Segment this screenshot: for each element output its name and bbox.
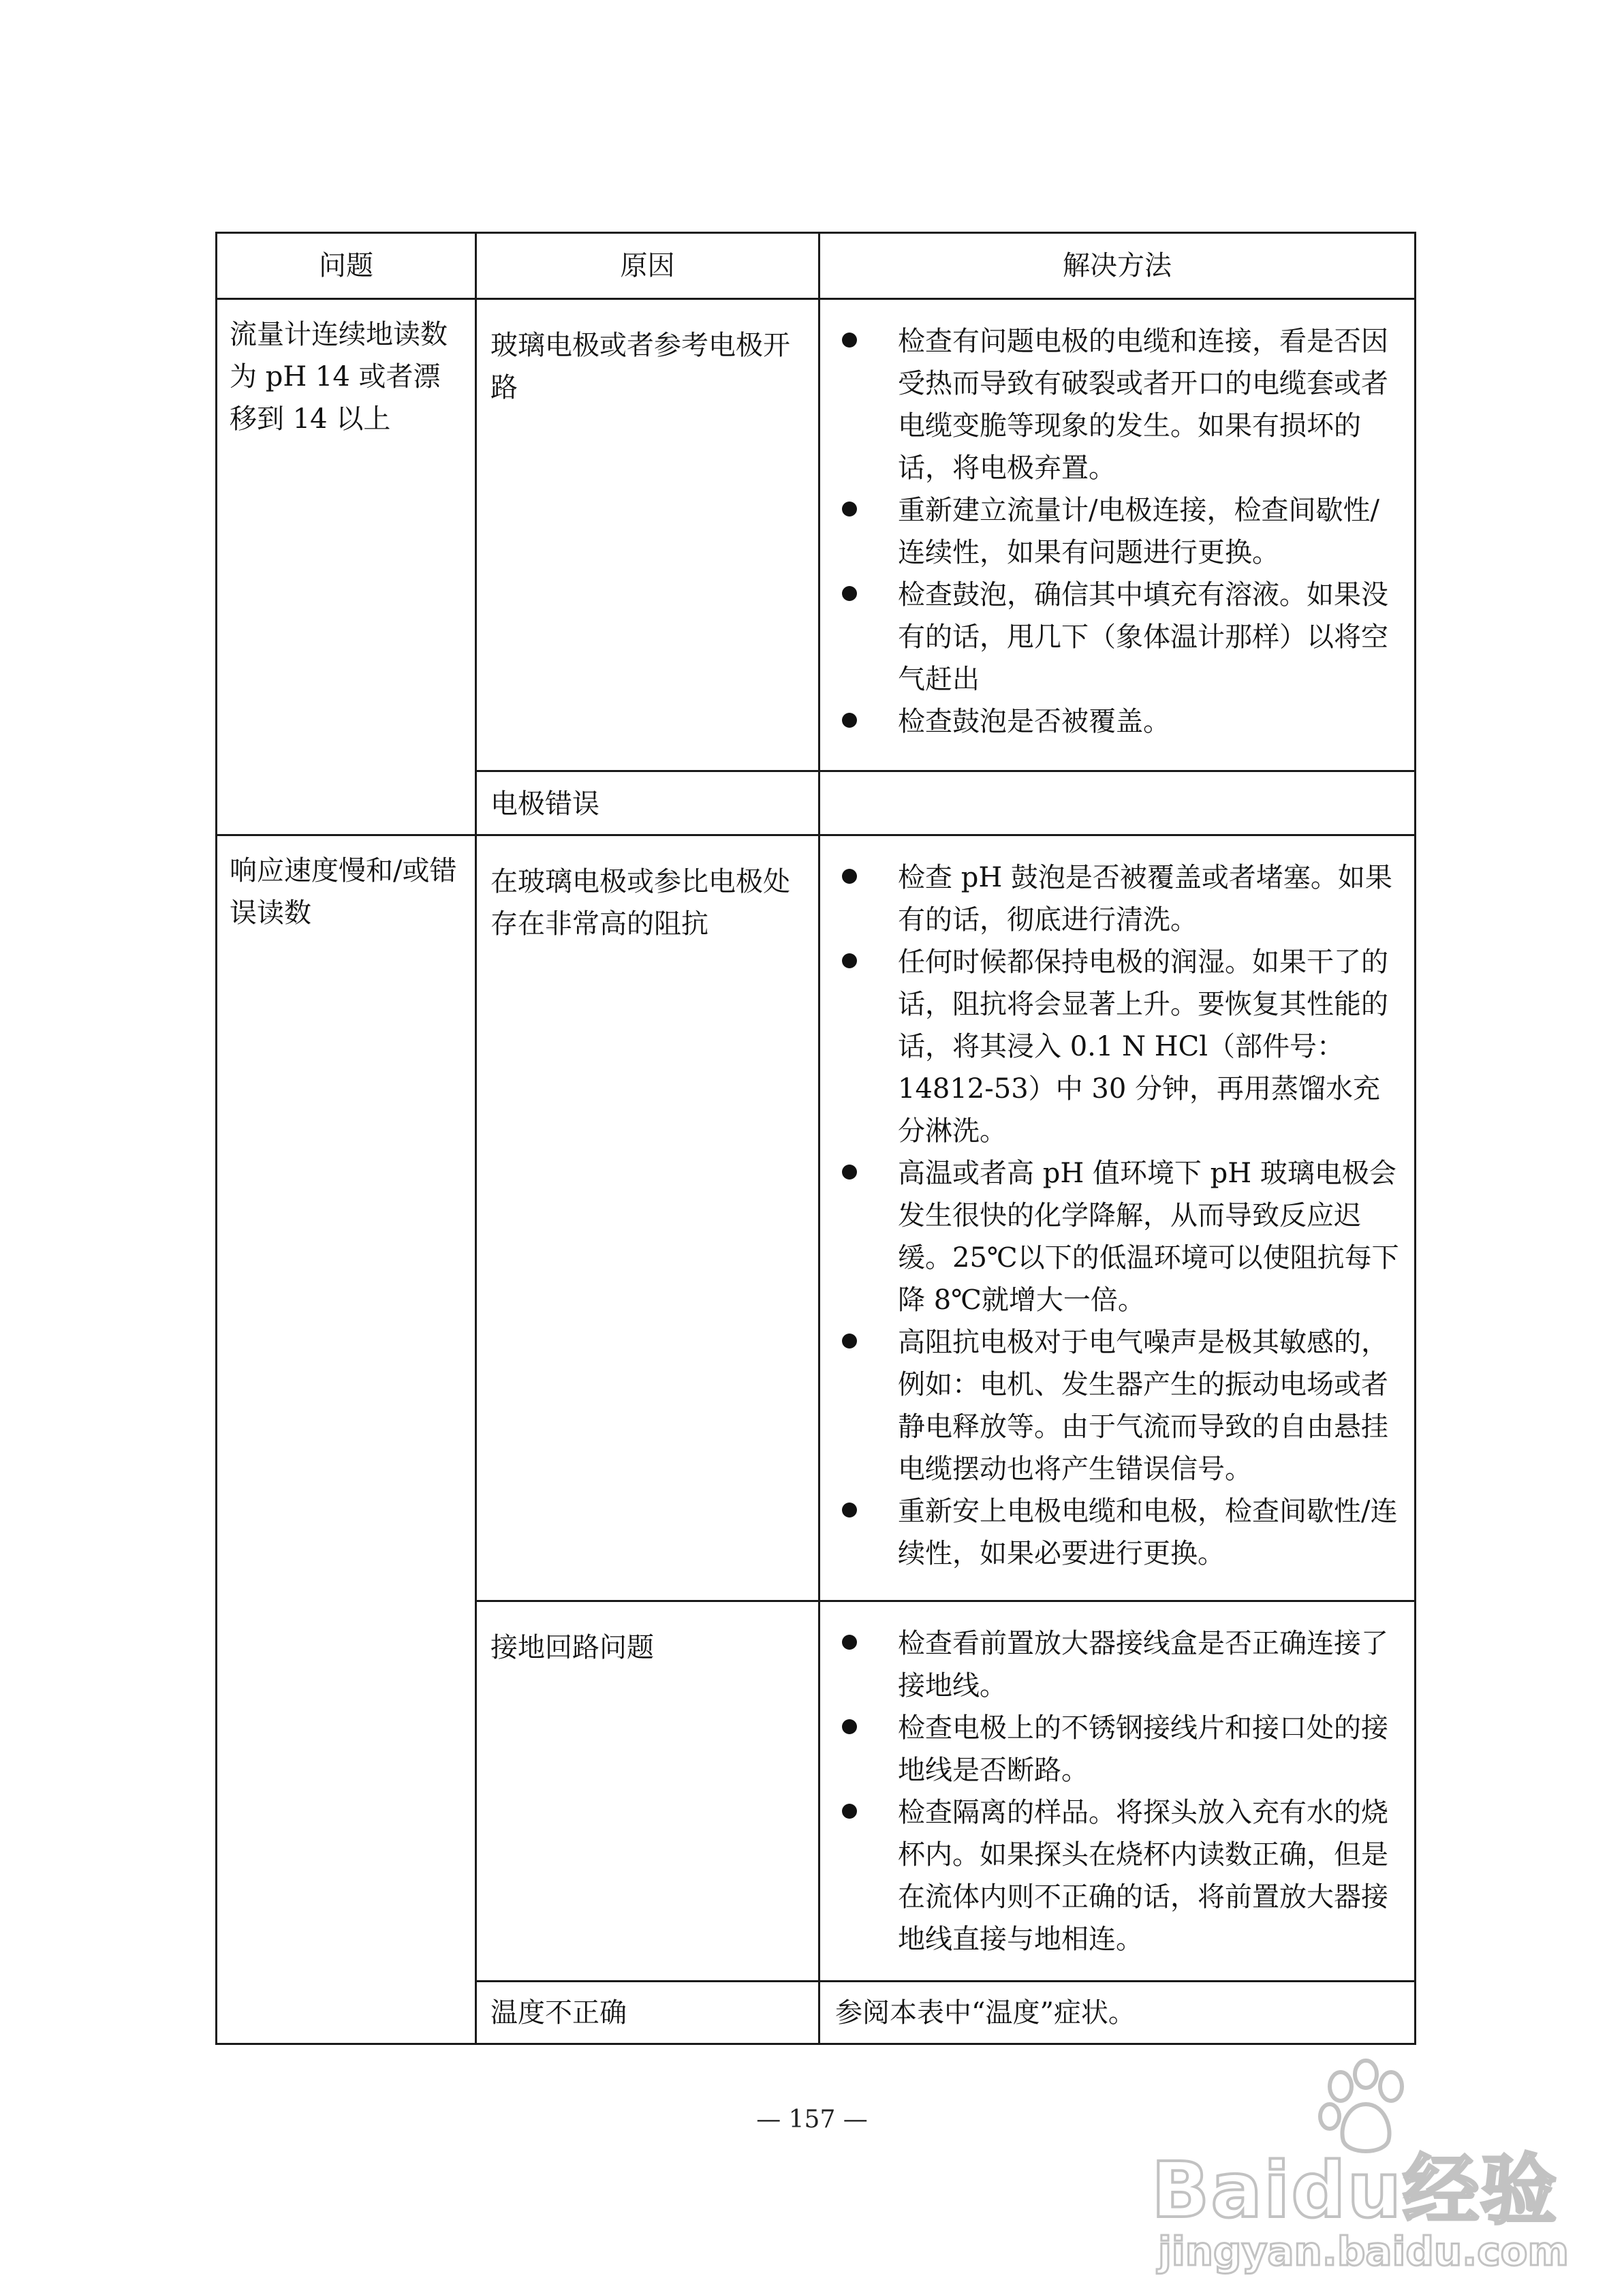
bullet-icon [842,713,857,728]
solution-text: 检查隔离的样品。将探头放入充有水的烧杯内。如果探头在烧杯内读数正确，但是在流体内则不正确的话，将前置放大器接地线直接与地相连。 [898,1797,1388,1955]
list-item [831,574,1405,700]
list-item [831,941,1405,1152]
watermark-logo-text: Baidu经验 [1151,2146,1559,2235]
solution-cell-empty [819,771,1416,835]
bullet-icon [842,1635,857,1650]
watermark-url: jingyan.baidu.com [1158,2228,1569,2275]
list-item [831,1490,1405,1575]
list-item [831,857,1405,941]
list-item [831,1707,1405,1791]
bullet-icon [842,953,857,968]
solution-list [831,320,1405,743]
solution-cell [819,1601,1416,1982]
list-item [831,320,1405,489]
bullet-icon [842,869,857,884]
solution-text: 检查有问题电极的电缆和连接，看是否因受热而导致有破裂或者开口的电缆套或者电缆变脆等现象的发生。如果有损坏的话，将电极弃置。 [898,326,1388,484]
solution-text: 检查电极上的不锈钢接线片和接口处的接地线是否断路。 [898,1712,1388,1786]
cause-cell: 温度不正确 [476,1982,819,2044]
table-header-row [217,233,1416,299]
solution-text: 高阻抗电极对于电气噪声是极其敏感的，例如：电机、发生器产生的振动电场或者静电释放等。由于气流而导致的自由悬挂电缆摆动也将产生错误信号。 [898,1327,1388,1485]
table-row [217,835,1416,1601]
solution-cell [819,835,1416,1601]
list-item [831,1321,1405,1490]
solution-text: 检查看前置放大器接线盒是否正确连接了接地线。 [898,1628,1388,1701]
bullet-icon [842,1719,857,1734]
solution-text: 检查 pH 鼓泡是否被覆盖或者堵塞。如果有的话，彻底进行清洗。 [898,862,1392,936]
bullet-icon [842,333,857,348]
cause-cell: 玻璃电极或者参考电极开路 [476,299,819,771]
solution-text: 高温或者高 pH 值环境下 pH 玻璃电极会发生很快的化学降解，从而导致反应迟缓。25℃以下的低温环境可以使阻抗每下降 8℃就增大一倍。 [898,1158,1399,1316]
header-problem: 问题 [217,233,476,299]
solution-cell: 参阅本表中“温度”症状。 [819,1982,1416,2044]
solution-cell [819,299,1416,771]
list-item [831,1791,1405,1960]
list-item [831,700,1405,743]
table-row [217,299,1416,771]
troubleshooting-table [215,232,1416,2045]
solution-text: 检查鼓泡是否被覆盖。 [898,706,1170,737]
solution-text: 检查鼓泡，确信其中填充有溶液。如果没有的话，甩几下（象体温计那样）以将空气赶出 [898,579,1388,695]
solution-list [831,857,1405,1575]
list-item [831,1622,1405,1707]
cause-cell: 电极错误 [476,771,819,835]
bullet-icon [842,1804,857,1819]
bullet-icon [842,1503,857,1518]
solution-list [831,1622,1405,1960]
page-number: — 157 — [756,2106,868,2134]
bullet-icon [842,586,857,601]
solution-text: 重新建立流量计/电极连接，检查间歇性/连续性，如果有问题进行更换。 [898,495,1379,568]
problem-cell: 流量计连续地读数为 pH 14 或者漂移到 14 以上 [217,299,476,835]
solution-text: 任何时候都保持电极的润湿。如果干了的话，阻抗将会显著上升。要恢复其性能的话，将其浸入 0.1 N HCl（部件号：14812-53）中 30 分钟，再用蒸馏水充分淋洗。 [898,946,1388,1147]
bullet-icon [842,1334,857,1349]
problem-cell: 响应速度慢和/或错误读数 [217,835,476,2044]
solution-text: 重新安上电极电缆和电极，检查间歇性/连续性，如果必要进行更换。 [898,1496,1398,1569]
cause-cell: 在玻璃电极或参比电极处存在非常高的阻抗 [476,835,819,1601]
bullet-icon [842,502,857,517]
baidu-watermark [1151,2058,1569,2283]
list-item [831,1152,1405,1321]
bullet-icon [842,1165,857,1180]
cause-cell: 接地回路问题 [476,1601,819,1982]
header-solution: 解决方法 [819,233,1416,299]
header-cause: 原因 [476,233,819,299]
list-item [831,489,1405,574]
